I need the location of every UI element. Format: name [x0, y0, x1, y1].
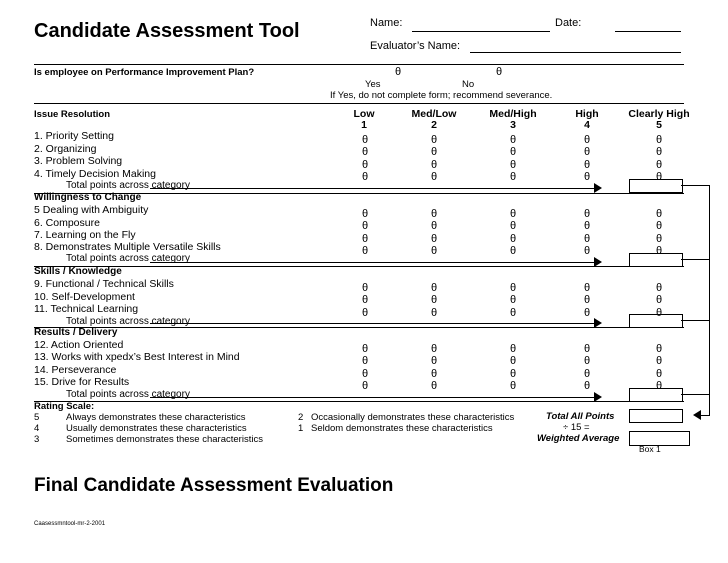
- section-title: Results / Delivery: [34, 327, 118, 338]
- list-item: 6. Composure: [34, 217, 100, 229]
- rating-radio[interactable]: θ: [509, 355, 517, 368]
- rating-scale-num: 3: [34, 434, 40, 445]
- rating-scale-text: Occasionally demonstrates these characteristics: [311, 412, 515, 423]
- rating-radio[interactable]: θ: [361, 244, 369, 257]
- rating-radio[interactable]: θ: [361, 355, 369, 368]
- column-value-medhigh: 3: [510, 119, 516, 131]
- total-all-points-label: Total All Points: [546, 411, 615, 422]
- rating-radio[interactable]: θ: [361, 232, 369, 245]
- rating-radio[interactable]: θ: [430, 134, 438, 146]
- rating-radio[interactable]: θ: [583, 244, 591, 257]
- rating-radio[interactable]: θ: [655, 134, 663, 146]
- rating-radio[interactable]: θ: [361, 282, 369, 294]
- list-item: 12. Action Oriented: [34, 339, 124, 351]
- rating-radio[interactable]: θ: [430, 355, 438, 368]
- rating-radio[interactable]: θ: [361, 134, 369, 146]
- rating-radio[interactable]: θ: [509, 343, 517, 355]
- list-item: 8. Demonstrates Multiple Versatile Skills: [34, 241, 221, 253]
- rating-radio[interactable]: θ: [430, 282, 438, 294]
- rating-radio[interactable]: θ: [655, 306, 663, 319]
- list-item: 9. Functional / Technical Skills: [34, 278, 174, 290]
- total-label: Total points across category: [66, 389, 190, 400]
- evaluator-field[interactable]: [470, 52, 681, 53]
- rating-radio[interactable]: θ: [430, 367, 438, 380]
- pip-yes-radio[interactable]: θ: [395, 66, 402, 78]
- rating-scale-text: Sometimes demonstrates these characteristics: [66, 434, 263, 445]
- rating-radio[interactable]: θ: [509, 367, 517, 380]
- arrow-right-icon: [594, 183, 602, 193]
- section-title: Willingness to Change: [34, 192, 142, 203]
- arrow-left-icon: [693, 410, 701, 420]
- divider: [34, 327, 684, 328]
- rating-radio[interactable]: θ: [430, 208, 438, 220]
- evaluator-label: Evaluator’s Name:: [370, 40, 461, 52]
- column-header-medlow: Med/Low: [411, 108, 457, 120]
- rating-radio[interactable]: θ: [655, 208, 663, 220]
- list-item: 4. Timely Decision Making: [34, 168, 156, 180]
- rating-radio[interactable]: θ: [509, 282, 517, 294]
- bracket-line: [681, 185, 709, 186]
- list-item: 10. Self-Development: [34, 291, 135, 303]
- bracket-line: [681, 320, 709, 321]
- total-label: Total points across category: [66, 316, 190, 327]
- rating-radio[interactable]: θ: [509, 306, 517, 319]
- rating-radio[interactable]: θ: [430, 294, 438, 307]
- rating-radio[interactable]: θ: [430, 170, 438, 183]
- column-value-low: 1: [361, 119, 367, 131]
- rating-radio[interactable]: θ: [430, 220, 438, 233]
- rating-scale-num: 1: [298, 423, 304, 434]
- rating-radio[interactable]: θ: [430, 379, 438, 392]
- divide-label: ÷ 15 =: [563, 422, 590, 433]
- arrow-line: [150, 188, 595, 189]
- rating-radio[interactable]: θ: [583, 134, 591, 146]
- date-label: Date:: [555, 17, 582, 29]
- name-label: Name:: [370, 17, 403, 29]
- arrow-line: [150, 397, 595, 398]
- rating-scale-text: Always demonstrates these characteristics: [66, 412, 246, 423]
- rating-scale-num: 4: [34, 423, 40, 434]
- page-title: Candidate Assessment Tool: [34, 20, 300, 42]
- rating-radio[interactable]: θ: [509, 379, 517, 392]
- rating-radio[interactable]: θ: [361, 343, 369, 355]
- pip-note: If Yes, do not complete form; recommend severance.: [330, 90, 553, 101]
- rating-radio[interactable]: θ: [583, 306, 591, 319]
- rating-radio[interactable]: θ: [583, 208, 591, 220]
- rating-radio[interactable]: θ: [430, 146, 438, 159]
- section-title: Skills / Knowledge: [34, 266, 122, 277]
- rating-scale-title: Rating Scale:: [34, 401, 95, 412]
- name-field[interactable]: [412, 31, 550, 32]
- rating-radio[interactable]: θ: [655, 367, 663, 380]
- pip-yes-label: Yes: [365, 79, 381, 90]
- rating-scale-text: Seldom demonstrates these characteristics: [311, 423, 493, 434]
- rating-scale-num: 5: [34, 412, 40, 423]
- rating-radio[interactable]: θ: [583, 367, 591, 380]
- rating-radio[interactable]: θ: [509, 208, 517, 220]
- rating-radio[interactable]: θ: [430, 306, 438, 319]
- divider: [34, 64, 684, 65]
- rating-radio[interactable]: θ: [361, 220, 369, 233]
- rating-radio[interactable]: θ: [583, 343, 591, 355]
- list-item: 2. Organizing: [34, 143, 97, 155]
- column-value-high: 4: [584, 119, 590, 131]
- list-item: 13. Works with xpedx’s Best Interest in Mind: [34, 351, 240, 363]
- column-value-clearly-high: 5: [656, 119, 662, 131]
- rating-radio[interactable]: θ: [361, 294, 369, 307]
- list-item: 14. Perseverance: [34, 364, 117, 376]
- bracket-line: [681, 259, 709, 260]
- rating-radio[interactable]: θ: [655, 355, 663, 368]
- rating-radio[interactable]: θ: [509, 170, 517, 183]
- rating-radio[interactable]: θ: [583, 220, 591, 233]
- date-field[interactable]: [615, 31, 681, 32]
- rating-radio[interactable]: θ: [655, 343, 663, 355]
- column-header-low: Low: [353, 108, 375, 120]
- rating-scale-num: 2: [298, 412, 304, 423]
- rating-radio[interactable]: θ: [655, 220, 663, 233]
- box-1-label: Box 1: [639, 444, 661, 454]
- rating-radio[interactable]: θ: [583, 170, 591, 183]
- rating-radio[interactable]: θ: [583, 355, 591, 368]
- list-item: 11. Technical Learning: [34, 303, 139, 315]
- rating-radio[interactable]: θ: [583, 232, 591, 245]
- pip-question: Is employee on Performance Improvement Plan?: [34, 67, 255, 78]
- column-header-issue: Issue Resolution: [34, 109, 111, 120]
- rating-radio[interactable]: θ: [583, 146, 591, 159]
- rating-radio[interactable]: θ: [655, 170, 663, 183]
- list-item: 7. Learning on the Fly: [34, 229, 136, 241]
- rating-radio[interactable]: θ: [361, 367, 369, 380]
- rating-radio[interactable]: θ: [655, 244, 663, 257]
- weighted-average-label: Weighted Average: [537, 433, 620, 444]
- divider: [34, 103, 684, 104]
- total-label: Total points across category: [66, 253, 190, 264]
- bracket-line: [681, 394, 709, 395]
- rating-radio[interactable]: θ: [655, 146, 663, 159]
- arrow-line: [150, 262, 595, 263]
- final-evaluation-title: Final Candidate Assessment Evaluation: [34, 475, 394, 496]
- footer-code: Caasessmntool-mr-2-2001: [34, 521, 106, 527]
- rating-radio[interactable]: θ: [655, 232, 663, 245]
- rating-radio[interactable]: θ: [655, 379, 663, 392]
- rating-radio[interactable]: θ: [583, 158, 591, 171]
- total-all-points-box[interactable]: [629, 409, 683, 423]
- column-header-high: High: [575, 108, 599, 120]
- rating-radio[interactable]: θ: [509, 244, 517, 257]
- rating-radio[interactable]: θ: [509, 146, 517, 159]
- arrow-line: [150, 323, 595, 324]
- rating-radio[interactable]: θ: [430, 232, 438, 245]
- bracket-line: [700, 415, 710, 416]
- pip-no-label: No: [462, 79, 475, 90]
- column-value-medlow: 2: [431, 119, 437, 131]
- rating-radio[interactable]: θ: [361, 306, 369, 319]
- rating-radio[interactable]: θ: [583, 379, 591, 392]
- list-item: 1. Priority Setting: [34, 130, 114, 142]
- rating-radio[interactable]: θ: [361, 146, 369, 159]
- rating-radio[interactable]: θ: [655, 294, 663, 307]
- rating-radio[interactable]: θ: [509, 232, 517, 245]
- rating-radio[interactable]: θ: [361, 158, 369, 171]
- bracket-line: [709, 185, 710, 415]
- divider: [34, 266, 684, 267]
- rating-radio[interactable]: θ: [509, 220, 517, 233]
- list-item: 3. Problem Solving: [34, 155, 123, 167]
- column-header-medhigh: Med/High: [489, 108, 537, 120]
- rating-radio[interactable]: θ: [655, 282, 663, 294]
- list-item: 15. Drive for Results: [34, 376, 130, 388]
- pip-no-radio[interactable]: θ: [496, 66, 503, 78]
- rating-radio[interactable]: θ: [655, 158, 663, 171]
- rating-radio[interactable]: θ: [583, 294, 591, 307]
- rating-radio[interactable]: θ: [361, 170, 369, 183]
- column-header-clearly-high: Clearly High: [628, 108, 690, 120]
- rating-radio[interactable]: θ: [361, 208, 369, 220]
- total-label: Total points across category: [66, 180, 190, 191]
- list-item: 5 Dealing with Ambiguity: [34, 204, 149, 216]
- rating-radio[interactable]: θ: [509, 294, 517, 307]
- rating-radio[interactable]: θ: [509, 134, 517, 146]
- rating-radio[interactable]: θ: [509, 158, 517, 171]
- rating-radio[interactable]: θ: [583, 282, 591, 294]
- rating-radio[interactable]: θ: [430, 158, 438, 171]
- rating-radio[interactable]: θ: [430, 343, 438, 355]
- rating-radio[interactable]: θ: [430, 244, 438, 257]
- divider: [34, 401, 684, 402]
- rating-radio[interactable]: θ: [361, 379, 369, 392]
- rating-scale-text: Usually demonstrates these characteristics: [66, 423, 247, 434]
